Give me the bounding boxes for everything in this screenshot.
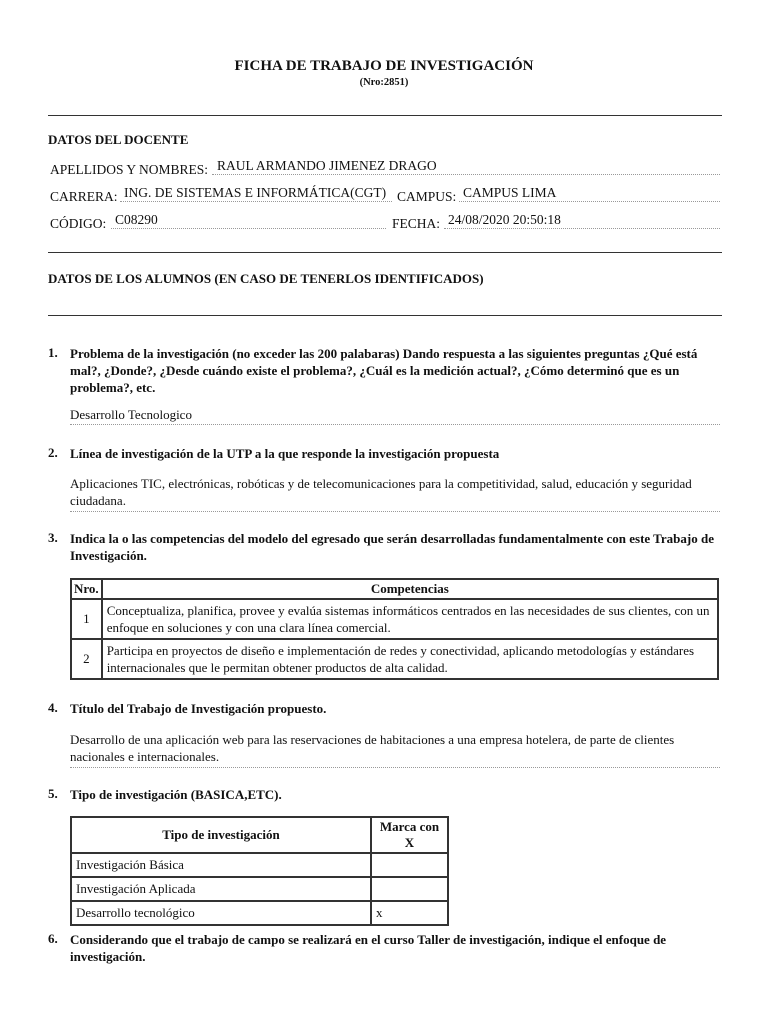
tipo-investigacion-table	[70, 816, 449, 926]
fecha-label: FECHA:	[392, 216, 441, 231]
cell-competencia: Participa en proyectos de diseño e implementación de redes y conectividad, aplicando metodologías y estándares internacionales que le permitan obtener productos de alta calidad.	[102, 639, 718, 679]
apellidos-label: APELLIDOS Y NOMBRES:	[50, 162, 209, 177]
question-1-text: Problema de la investigación (no exceder las 200 palabaras) Dando respuesta a las siguientes preguntas ¿Qué está mal?, ¿Donde?, ¿Desde cuándo existe el problema?, ¿Cuál es la medición actual?, ¿Cómo determinó que es un problema?, etc.	[70, 346, 698, 395]
table-row	[71, 639, 718, 679]
divider	[48, 115, 722, 116]
cell-marca	[371, 853, 448, 877]
divider	[48, 315, 722, 316]
cell-nro: 1	[71, 599, 102, 639]
cell-nro: 2	[71, 639, 102, 679]
question-3-number: 3.	[48, 530, 58, 545]
codigo-value: C08290	[115, 212, 158, 227]
question-6-text: Considerando que el trabajo de campo se realizará en el curso Taller de investigación, indique el enfoque de investigación.	[70, 932, 667, 964]
cell-tipo: Investigación Básica	[71, 853, 371, 877]
campus-underline	[459, 201, 720, 202]
apellidos-underline	[212, 174, 720, 175]
fecha-underline	[444, 228, 720, 229]
question-4-number: 4.	[48, 700, 58, 715]
table-row	[71, 877, 448, 901]
question-5-text: Tipo de investigación (BASICA,ETC).	[70, 787, 282, 802]
question-2-text: Línea de investigación de la UTP a la que responde la investigación propuesta	[70, 446, 500, 461]
question-6-number: 6.	[48, 931, 58, 946]
question-1-answer: Desarrollo Tecnologico	[70, 407, 192, 422]
table-row	[71, 853, 448, 877]
question-2-number: 2.	[48, 445, 58, 460]
column-header-nro: Nro.	[71, 579, 102, 599]
campus-value: CAMPUS LIMA	[463, 185, 557, 200]
cell-tipo: Investigación Aplicada	[71, 877, 371, 901]
carrera-underline	[120, 201, 392, 202]
campus-label: CAMPUS:	[397, 189, 457, 204]
competencias-table	[70, 578, 719, 680]
column-header-tipo: Tipo de investigación	[71, 817, 371, 853]
table-row	[71, 599, 718, 639]
docente-section-title: DATOS DEL DOCENTE	[48, 132, 189, 147]
answer-underline	[70, 767, 720, 768]
question-1-number: 1.	[48, 345, 58, 360]
carrera-label: CARRERA:	[50, 189, 118, 204]
cell-marca: x	[371, 901, 448, 925]
document-number: (Nro:2851)	[359, 77, 409, 88]
divider	[48, 252, 722, 253]
answer-underline	[70, 424, 720, 425]
alumnos-section-title: DATOS DE LOS ALUMNOS (EN CASO DE TENERLOS IDENTIFICADOS)	[48, 271, 484, 286]
question-4-answer: Desarrollo de una aplicación web para las reservaciones de habitaciones a una empresa hotelera, de parte de clientes nacionales e internacionales.	[70, 732, 675, 764]
question-4-text: Título del Trabajo de Investigación propuesto.	[70, 701, 327, 716]
cell-competencia: Conceptualiza, planifica, provee y evalúa sistemas informáticos centrados en las necesidades de sus clientes, con un enfoque en soluciones y con una clara línea comercial.	[102, 599, 718, 639]
question-5-number: 5.	[48, 786, 58, 801]
fecha-value: 24/08/2020 20:50:18	[448, 212, 561, 227]
apellidos-value: RAUL ARMANDO JIMENEZ DRAGO	[217, 158, 437, 173]
column-header-marca: Marca con X	[371, 817, 448, 853]
cell-tipo: Desarrollo tecnológico	[71, 901, 371, 925]
table-header-row	[71, 817, 448, 853]
carrera-value: ING. DE SISTEMAS E INFORMÁTICA(CGT)	[124, 185, 387, 200]
table-row	[71, 901, 448, 925]
answer-underline	[70, 511, 720, 512]
question-3-text: Indica la o las competencias del modelo del egresado que serán desarrolladas fundamentalmente con este Trabajo de Investigación.	[70, 531, 714, 563]
codigo-underline	[111, 228, 386, 229]
table-header-row	[71, 579, 718, 599]
codigo-label: CÓDIGO:	[50, 216, 107, 231]
document-title: FICHA DE TRABAJO DE INVESTIGACIÓN	[234, 58, 534, 74]
cell-marca	[371, 877, 448, 901]
question-2-answer: Aplicaciones TIC, electrónicas, robóticas y de telecomunicaciones para la competitividad, salud, educación y seguridad ciudadana.	[70, 476, 692, 508]
column-header-competencias: Competencias	[102, 579, 718, 599]
